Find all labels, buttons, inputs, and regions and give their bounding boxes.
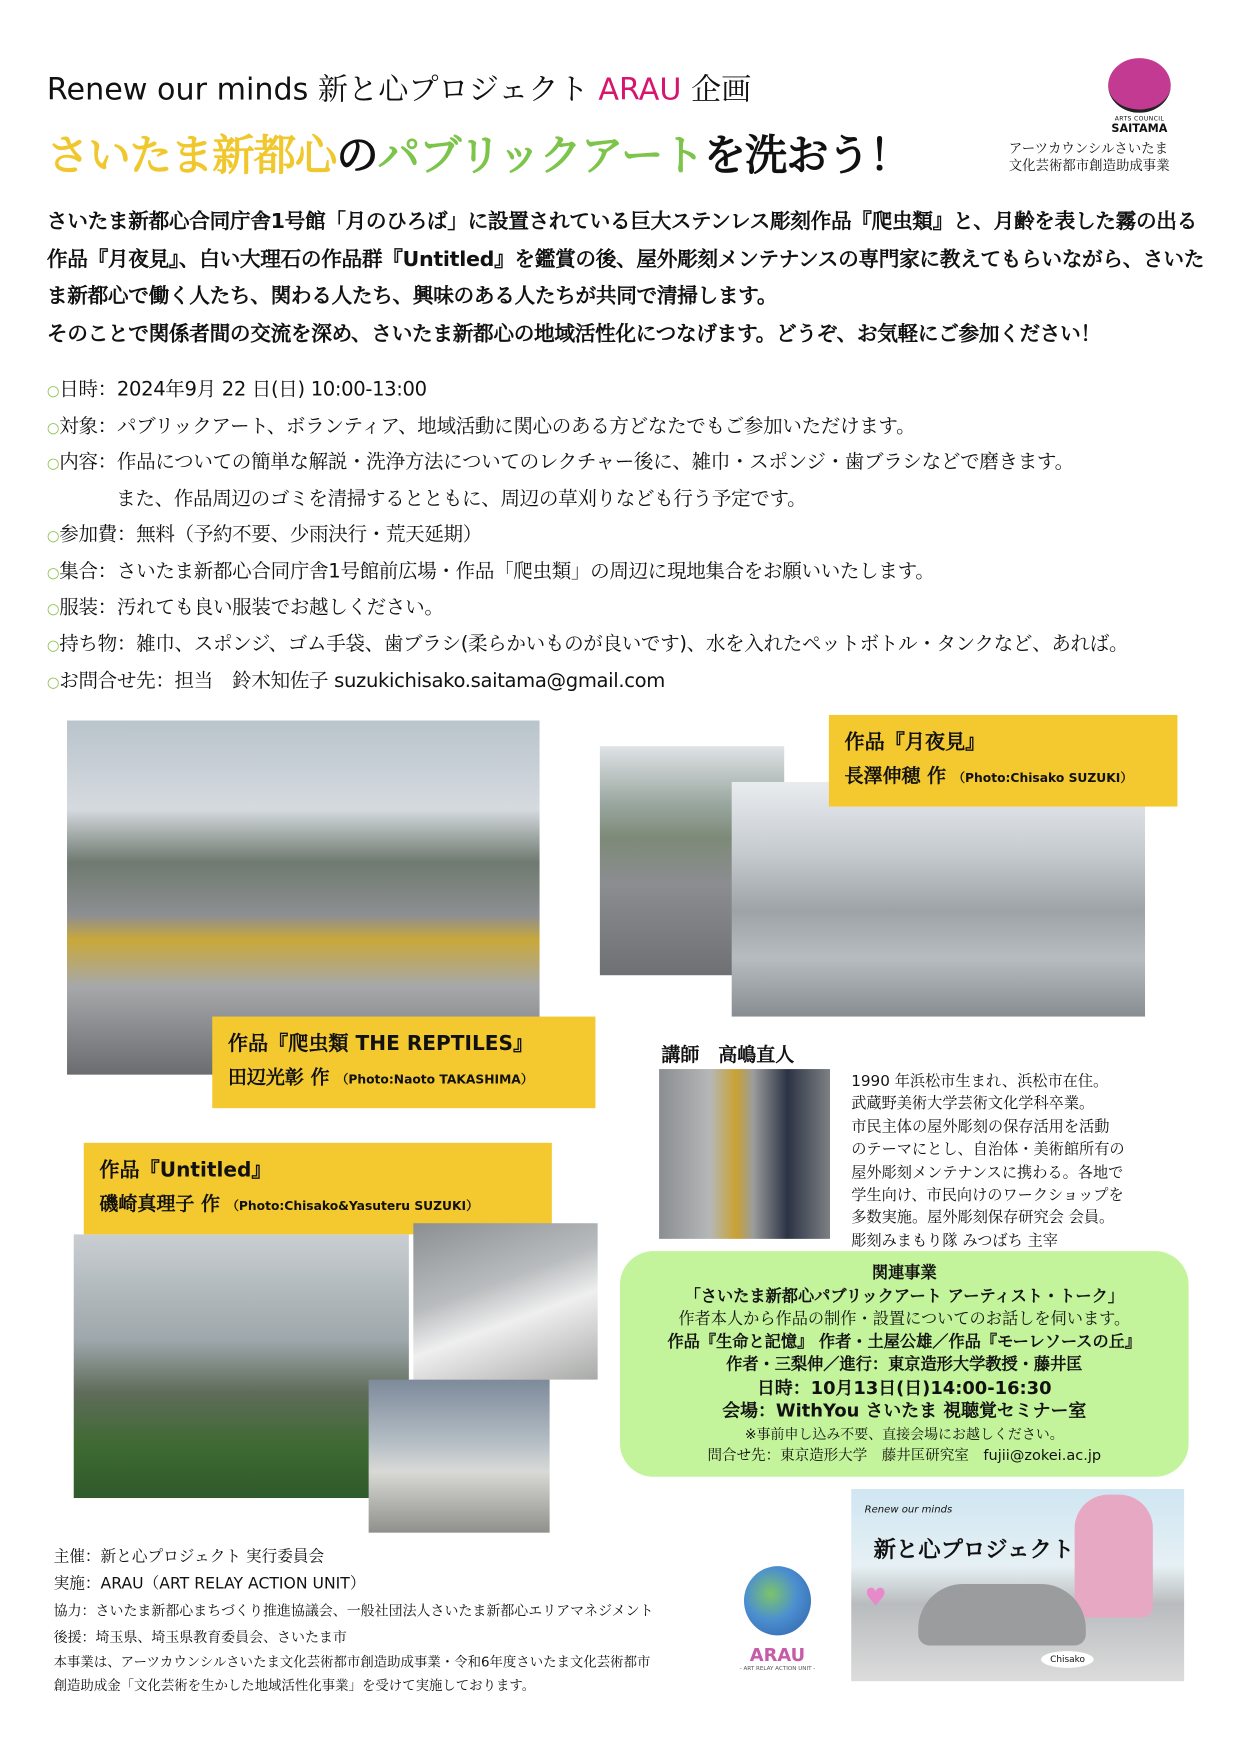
footer-credits xyxy=(54,1544,654,1698)
bio-line: 彫刻みまもり隊 みつばち 主宰 xyxy=(851,1231,1058,1250)
detail-item xyxy=(47,664,1128,701)
heart-icon: ♥ xyxy=(864,1584,887,1612)
related-note: ※事前申し込み不要、直接会場にお越しください。 xyxy=(744,1424,1064,1442)
illustration-title: 新と心プロジェクト xyxy=(873,1536,1075,1563)
untitled-photo-2 xyxy=(413,1223,597,1379)
reptiles-caption xyxy=(212,1017,595,1109)
page-title xyxy=(47,121,910,182)
title-part: の xyxy=(336,130,378,180)
bullet-icon: ○ xyxy=(46,601,60,619)
globe-icon xyxy=(744,1566,811,1635)
untitled-photo-1 xyxy=(74,1234,409,1498)
intro-text xyxy=(47,203,1209,353)
detail-item xyxy=(47,555,1128,592)
detail-text: 参加費：無料（予約不要、少雨決行・荒天延期） xyxy=(59,523,482,547)
footer-line: 実施：ARAU（ART RELAY ACTION UNIT） xyxy=(53,1575,366,1593)
related-venue: 会場：WithYou さいたま 視聴覚セミナー室 xyxy=(722,1399,1087,1421)
arau-logo-sub: - ART RELAY ACTION UNIT - xyxy=(739,1665,816,1673)
related-contact: 問合せ先：東京造形大学 藤井匡研究室 fujii@zokei.ac.jp xyxy=(707,1447,1102,1465)
detail-continuation: また、作品周辺のゴミを清掃するとともに、周辺の草刈りなども行う予定です。 xyxy=(116,488,807,511)
pink-sculpture-drawing xyxy=(1075,1495,1153,1618)
intro-p1: さいたま新都心合同庁舎1号館「月のひろば」に設置されている巨大ステンレス彫刻作品『爬虫類』と、月齢を表した霧の出る作品『月夜見』、白い大理石の作品群『Untitled』を鑑賞の後、屋外彫刻メンテナンスの専門家に教えてもらいながら、さいたま新都心で働く人たち、関わる人たち、興味のある人たちが共同で清掃します。 xyxy=(46,210,1205,309)
caption-artist: 長澤伸穂 作 xyxy=(844,765,947,788)
illustration-signature: Chisako xyxy=(1041,1651,1094,1668)
detail-item xyxy=(47,373,1128,410)
related-line: 作者・三梨伸／進行：東京造形大学教授・藤井匡 xyxy=(726,1356,1083,1375)
bio-line: 学生向け、市民向けのワークショップを xyxy=(851,1186,1124,1205)
detail-item xyxy=(47,410,1128,447)
bio-line: 市民主体の屋外彫刻の保存活用を活動 xyxy=(851,1118,1110,1136)
illustration-text: Renew our minds xyxy=(864,1504,953,1516)
related-line: 作品『生命と記憶』 作者・土屋公雄／作品『モーレソースの丘』 xyxy=(667,1333,1142,1352)
caption-title: 作品『Untitled』 xyxy=(99,1158,272,1182)
project-illustration xyxy=(851,1489,1184,1681)
detail-item xyxy=(47,591,1128,628)
footer-small: 創造助成金「文化芸術を生かした地域活性化事業」を受けて実施しております。 xyxy=(53,1677,536,1694)
project-name: Renew our minds 新と心プロジェクト xyxy=(46,72,599,108)
caption-title: 作品『爬虫類 THE REPTILES』 xyxy=(227,1032,534,1056)
arau-logo-name: ARAU xyxy=(749,1644,806,1666)
caption-artist: 磯崎真理子 作 xyxy=(99,1193,220,1216)
related-heading: 関連事業 xyxy=(871,1264,937,1283)
caption-photo-credit: （Photo:Chisako&Yasuteru SUZUKI） xyxy=(226,1198,479,1214)
footer-line: 協力：さいたま新都心まちづくり推進協議会、一般社団法人さいたま新都心エリアマネジメント xyxy=(53,1601,654,1619)
bullet-icon: ○ xyxy=(46,528,60,545)
tsukuyomi-photo-2 xyxy=(732,782,1145,1017)
event-details xyxy=(47,373,1128,701)
untitled-photo-3 xyxy=(369,1380,550,1533)
arau-logo xyxy=(732,1553,824,1693)
logo-sub1: アーツカウンシルさいたま xyxy=(1008,140,1168,157)
title-part: さいたま新都心 xyxy=(46,130,337,180)
bullet-icon: ○ xyxy=(46,674,60,692)
detail-item xyxy=(47,518,1128,555)
logo-circle-icon xyxy=(1108,58,1171,113)
bio-line: のテーマにとし、自治体・美術館所有の xyxy=(851,1140,1125,1159)
logo-big: SAITAMA xyxy=(1111,122,1168,136)
related-line: 作者本人から作品の制作・設置についてのお話しを伺います。 xyxy=(678,1310,1131,1329)
arts-council-logo xyxy=(1089,58,1190,135)
arau-label: ARAU xyxy=(598,72,682,108)
bullet-icon: ○ xyxy=(46,564,60,582)
bullet-icon: ○ xyxy=(46,383,60,400)
detail-text: 対象：パブリックアート、ボランティア、地域活動に関心のある方どなたでもご参加いただけます。 xyxy=(59,415,916,438)
intro-p2: そのことで関係者間の交流を深め、さいたま新都心の地域活性化につなげます。どうぞ、お気軽にご参加ください！ xyxy=(46,322,1101,346)
untitled-caption xyxy=(84,1143,552,1235)
lecturer-photo xyxy=(659,1069,830,1239)
title-part: パブリックアート xyxy=(377,130,704,180)
footer-line: 後援：埼玉県、埼玉県教育委員会、さいたま市 xyxy=(53,1628,347,1646)
detail-text: お問合せ先：担当 鈴木知佐子 suzukichisako.saitama@gmail.com xyxy=(59,669,666,693)
bullet-icon: ○ xyxy=(46,419,60,437)
project-suffix: 企画 xyxy=(681,72,752,108)
logo-subtitle xyxy=(1009,141,1170,175)
detail-text: 持ち物：雑巾、スポンジ、ゴム手袋、歯ブラシ(柔らかいものが良いです)、水を入れたペットボトル・タンクなど、あれば。 xyxy=(59,633,1129,656)
bio-line: 多数実施。屋外彫刻保存研究会 会員。 xyxy=(851,1209,1115,1228)
bio-line: 屋外彫刻メンテナンスに携わる。各地で xyxy=(851,1163,1124,1182)
detail-text: 内容：作品についての簡単な解説・洗浄方法についてのレクチャー後に、雑巾・スポンジ・歯ブラシなどで磨きます。 xyxy=(59,451,1074,475)
related-event-box xyxy=(620,1251,1189,1477)
detail-text: 服装：汚れても良い服装でお越しください。 xyxy=(59,596,444,620)
caption-photo-credit: （Photo:Naoto TAKASHIMA） xyxy=(336,1072,534,1087)
footer-small: 本事業は、アーツカウンシルさいたま文化芸術都市創造助成事業・令和6年度さいたま文化芸術都市 xyxy=(53,1654,651,1671)
caption-artist: 田辺光彰 作 xyxy=(227,1066,330,1090)
detail-item xyxy=(47,446,1128,483)
logo-sub2: 文化芸術都市創造助成事業 xyxy=(1008,157,1170,174)
related-date: 日時：10月13日(日)14:00-16:30 xyxy=(757,1376,1052,1399)
logo-small: ARTS COUNCIL xyxy=(1114,116,1165,123)
tsukuyomi-caption xyxy=(829,715,1178,807)
caption-title: 作品『月夜見』 xyxy=(844,730,986,755)
bio-line: 1990 年浜松市生まれ、浜松市在住。 xyxy=(851,1072,1109,1091)
detail-item xyxy=(47,628,1128,665)
bullet-icon: ○ xyxy=(46,456,60,473)
lecturer-heading: 講師 高嶋直人 xyxy=(661,1044,795,1067)
title-part: を洗おう！ xyxy=(703,130,911,180)
reptile-drawing xyxy=(918,1584,1086,1645)
detail-text: 集合：さいたま新都心合同庁舎1号館前広場・作品「爬虫類」の周辺に現地集合をお願いいたします。 xyxy=(59,560,935,583)
bio-line: 武蔵野美術大学芸術文化学科卒業。 xyxy=(851,1095,1095,1114)
bullet-icon: ○ xyxy=(46,637,60,655)
project-line xyxy=(47,65,751,109)
footer-line: 主催：新と心プロジェクト 実行委員会 xyxy=(53,1548,325,1567)
related-line: 「さいたま新都心パブリックアート アーティスト・トーク」 xyxy=(684,1287,1124,1306)
detail-text: 日時：2024年9月 22 日(日) 10:00-13:00 xyxy=(59,378,427,402)
caption-photo-credit: （Photo:Chisako SUZUKI） xyxy=(952,770,1133,786)
lecturer-bio xyxy=(851,1070,1124,1252)
